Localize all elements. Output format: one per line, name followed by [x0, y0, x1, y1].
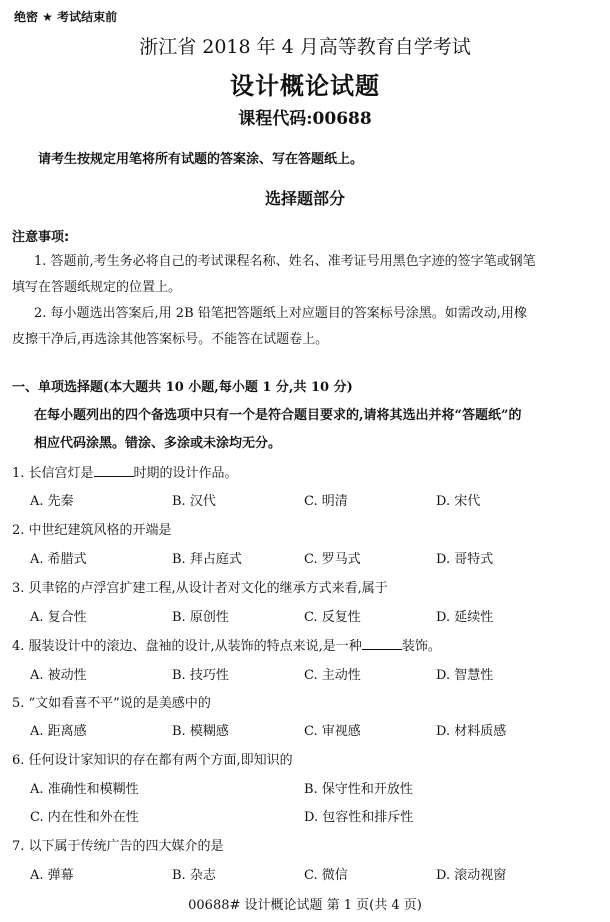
option-d: D. 哥特式	[436, 552, 494, 567]
question-stem: 3. 贝聿铭的卢浮宫扩建工程,从设计者对文化的继承方式来看,属于	[12, 581, 388, 596]
question-stem: 6. 任何设计家知识的存在都有两个方面,即知识的	[12, 753, 293, 768]
option-b: B. 拜占庭式	[172, 552, 242, 567]
option-d: D. 延续性	[436, 610, 494, 625]
section-title: 选择题部分	[264, 189, 345, 208]
answer-blank	[94, 464, 134, 477]
confidential-label: 绝密 ★ 考试结束前	[14, 10, 118, 24]
part-description: 在每小题列出的四个备选项中只有一个是符合题目要求的,请将其选出并将“答题纸”的	[34, 408, 522, 423]
page-footer: 00688# 设计概论试题 第 1 页(共 4 页)	[188, 898, 422, 913]
note-line: 填写在答题纸规定的位置上。	[12, 280, 182, 295]
option-c: C. 内在性和外在性	[30, 810, 139, 825]
note-line: 2. 每小题选出答案后,用 2B 铅笔把答题纸上对应题目的答案标号涂黑。如需改动,用橡	[34, 306, 527, 321]
option-d: D. 宋代	[436, 494, 481, 509]
option-d: D. 滚动视窗	[436, 868, 507, 883]
note-line: 1. 答题前,考生务必将自己的考试课程名称、姓名、准考证号用黑色字迹的签字笔或钢笔	[34, 254, 536, 269]
note-line: 皮擦干净后,再选涂其他答案标号。不能答在试题卷上。	[12, 332, 329, 347]
course-code: 课程代码:00688	[238, 109, 372, 129]
question-text: 装饰。	[401, 639, 441, 654]
option-b: B. 保守性和开放性	[304, 782, 413, 797]
option-a: A. 准确性和模糊性	[30, 782, 139, 797]
notes-title: 注意事项:	[12, 230, 70, 245]
option-c: C. 主动性	[304, 668, 361, 683]
option-a: A. 被动性	[30, 668, 87, 683]
option-c: C. 审视感	[304, 724, 361, 739]
question-stem	[12, 462, 238, 481]
option-a: A. 希腊式	[30, 552, 87, 567]
part-header: 一、单项选择题(本大题共 10 小题,每小题 1 分,共 10 分)	[12, 380, 353, 395]
exam-header: 浙江省 2018 年 4 月高等教育自学考试	[139, 36, 471, 58]
option-b: B. 技巧性	[172, 668, 229, 683]
option-a: A. 弹幕	[30, 868, 74, 883]
question-stem: 2. 中世纪建筑风格的开端是	[12, 523, 172, 538]
option-c: C. 罗马式	[304, 552, 361, 567]
question-stem: 5. “文如看喜不平”说的是美感中的	[12, 696, 211, 711]
option-c: C. 明清	[304, 494, 348, 509]
answer-instruction: 请考生按规定用笔将所有试题的答案涂、写在答题纸上。	[38, 152, 364, 167]
option-c: C. 微信	[304, 868, 348, 883]
subject-title: 设计概论试题	[230, 71, 380, 100]
option-b: B. 原创性	[172, 610, 229, 625]
question-text: 时期的设计作品。	[133, 466, 238, 481]
answer-blank	[362, 637, 402, 650]
question-stem	[12, 635, 441, 654]
option-d: D. 智慧性	[436, 668, 494, 683]
option-b: B. 模糊感	[172, 724, 229, 739]
option-a: A. 距离感	[30, 724, 87, 739]
question-stem: 7. 以下属于传统广告的四大媒介的是	[12, 839, 224, 854]
option-b: B. 汉代	[172, 494, 216, 509]
option-d: D. 包容性和排斥性	[304, 810, 414, 825]
part-description: 相应代码涂黑。错涂、多涂或未涂均无分。	[34, 436, 282, 451]
option-b: B. 杂志	[172, 868, 216, 883]
option-a: A. 复合性	[30, 610, 87, 625]
question-text: 1. 长信宫灯是	[12, 466, 94, 481]
option-a: A. 先秦	[30, 494, 74, 509]
option-c: C. 反复性	[304, 610, 361, 625]
question-text: 4. 服装设计中的滚边、盘袖的设计,从装饰的特点来说,是一种	[12, 639, 362, 654]
option-d: D. 材料质感	[436, 724, 507, 739]
